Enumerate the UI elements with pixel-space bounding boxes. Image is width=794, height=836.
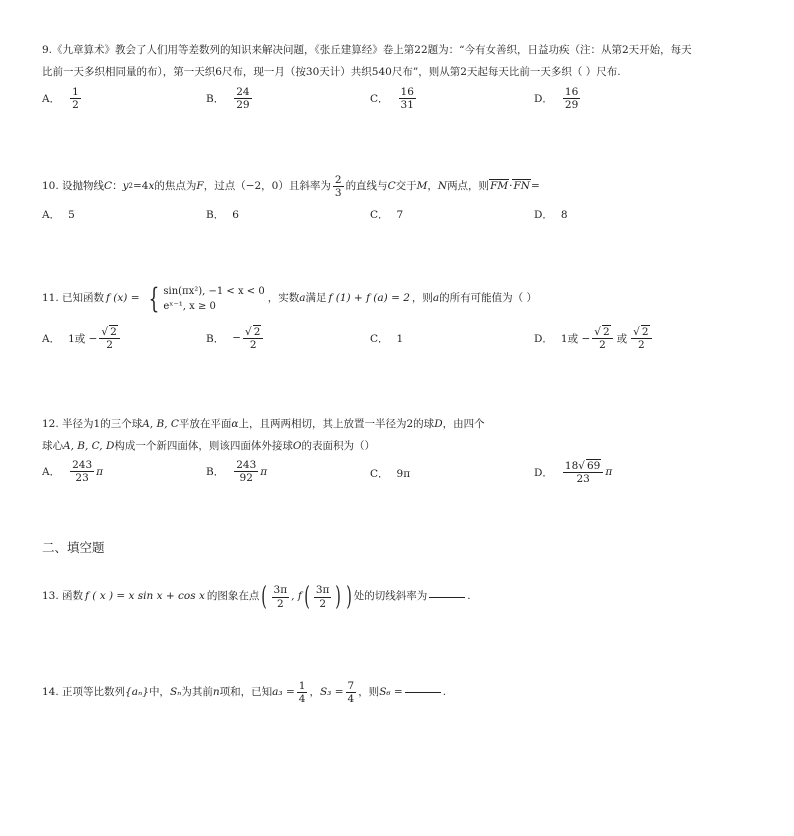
- q9-option-c[interactable]: C． $\frac{16}{31}$: [370, 86, 414, 112]
- q12-option-c[interactable]: C． 9π: [370, 467, 411, 480]
- q9-option-d[interactable]: D． $\frac{16}{29}$: [534, 86, 579, 112]
- slope-fraction: $\frac{2}{3}$: [334, 174, 342, 200]
- section-title-fill-blank: 二、填空题: [42, 540, 105, 555]
- q11-option-a[interactable]: A． 1或 − $\frac{√ 2}{2}$: [42, 325, 122, 351]
- vector-fm: FM: [490, 180, 509, 193]
- q14-stem: 14. 正项等比数列 {aₙ} 中， Sₙ 为其前 n 项和，已知 a₃ = $\frac{1}{4}$ ， S₃ = $\frac{7}{4}$ ，则 S₆ = .: [42, 680, 447, 706]
- q10-option-c[interactable]: C． 7: [370, 208, 404, 221]
- q12-option-a[interactable]: A． $\frac{243}{23}$ π: [42, 459, 104, 485]
- q9-option-b[interactable]: B． $\frac{24}{29}$: [206, 86, 250, 112]
- q9-option-a[interactable]: A． $\frac{1}{2}$: [42, 86, 79, 112]
- q11-stem: 11. 已知函数 f (x) = { sin(πx²), −1 < x < 0 eˣ⁻¹, x ≥ 0 ，实数 a 满足 f (1) + f (a) = 2 ，则 a 的所有可能值为（ ）: [42, 282, 538, 315]
- q12-stem-line2: 球心A, B, C, D构成一个新四面体，则该四面体外接球O的表面积为（）: [42, 440, 376, 452]
- q11-option-c[interactable]: C． 1: [370, 332, 404, 345]
- q12-option-d[interactable]: D． $\frac{18√ 69}{23}$ π: [534, 460, 613, 486]
- q13-stem: 13. 函数 f ( x ) = x sin x + cos x 的图象在点 ( $\frac{3\pi}{2}$ , f ( $\frac{3\pi}{2}$ ) ) 处的切线斜率为 .: [42, 582, 471, 612]
- q10-stem: 10. 设抛物线 C ： y 2 =4 x 的焦点为 F ，过点（−2，0）且斜率为 $\frac{2}{3}$ 的直线与 C 交于 M ， N 两点，则 FM · FN =: [42, 174, 540, 200]
- fraction: $\frac{24}{29}$: [236, 86, 250, 112]
- fraction: $\frac{16}{31}$: [400, 86, 414, 112]
- q10-option-a[interactable]: A． 5: [42, 208, 75, 221]
- q12-option-b[interactable]: B． $\frac{243}{92}$ π: [206, 459, 268, 485]
- q10-option-b[interactable]: B． 6: [206, 208, 239, 221]
- fraction: $\frac{16}{29}$: [564, 86, 579, 112]
- q12-stem-line1: 12. 半径为1的三个球A, B, C平放在平面α上，且两两相切，其上放置一半径为2的球D，由四个: [42, 418, 485, 430]
- q10-option-d[interactable]: D． 8: [534, 208, 568, 221]
- answer-blank[interactable]: [405, 692, 441, 693]
- q11-option-b[interactable]: B． − $\frac{√ 2}{2}$: [206, 325, 265, 351]
- q11-option-d[interactable]: D． 1或 − $\frac{√ 2}{2}$ 或 $\frac{√ 2}{2}$: [534, 325, 654, 351]
- vector-fn: FN: [513, 180, 530, 193]
- piecewise-function: { sin(πx²), −1 < x < 0 eˣ⁻¹, x ≥ 0: [148, 282, 265, 315]
- q9-stem-line2: 比前一天多织相同量的布），第一天织6尺布，现一月（按30天计）共织540尺布”，则从第2天起每天比前一天多织（ ）尺布.: [42, 66, 621, 78]
- q9-stem-line1: 9.《九章算术》教会了人们用等差数列的知识来解决问题，《张丘建算经》卷上第22题为：“今有女善织，日益功疾（注：从第2天开始，每天: [42, 44, 692, 56]
- fraction: $\frac{1}{2}$: [72, 86, 79, 112]
- answer-blank[interactable]: [429, 597, 465, 598]
